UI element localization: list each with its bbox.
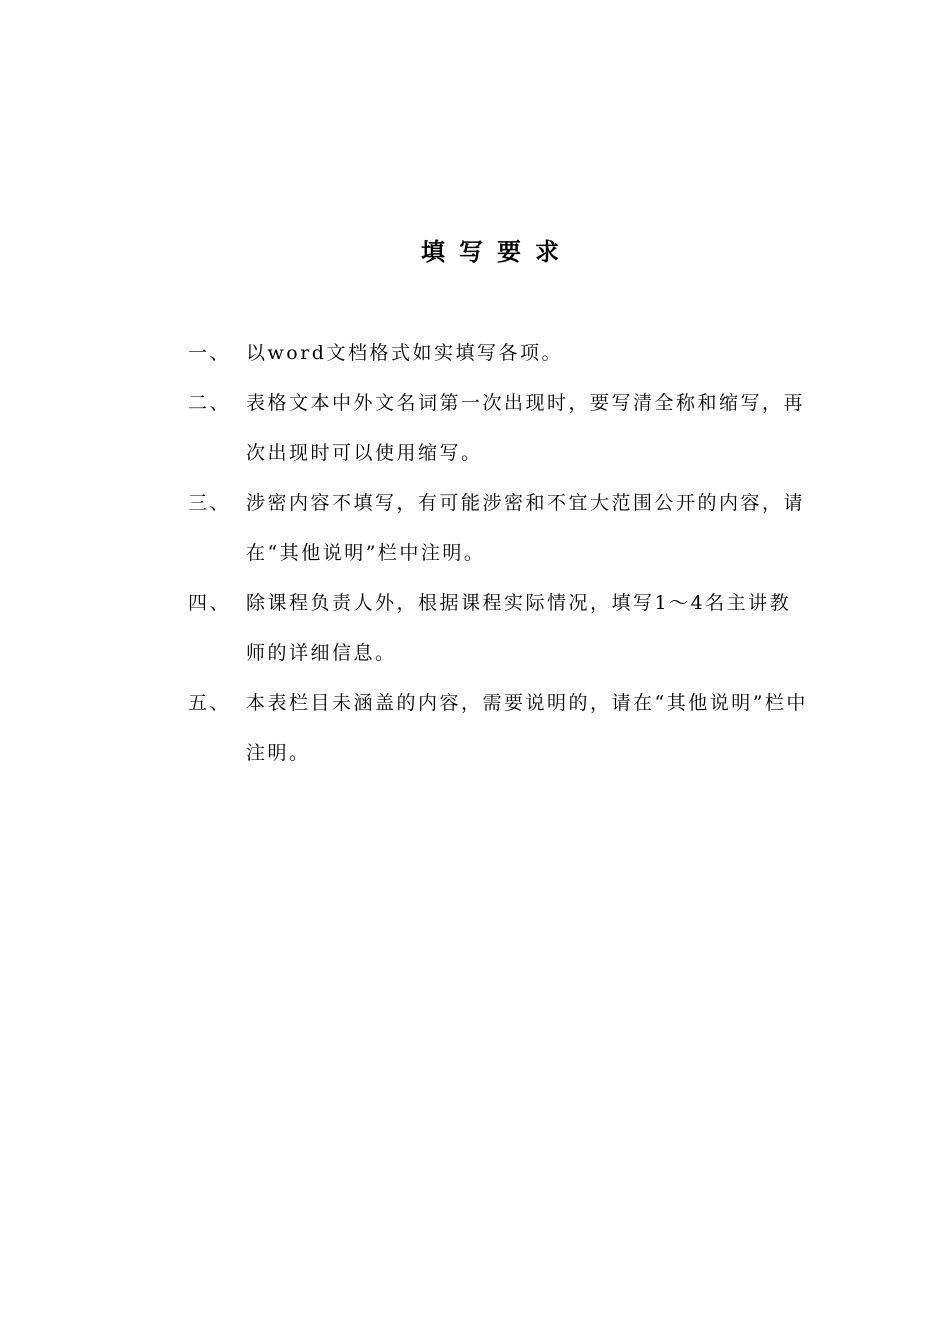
item-number: 一、 <box>188 342 232 364</box>
item-text: 除课程负责人外，根据课程实际情况，填写1～4名主讲教师的详细信息。 <box>246 592 792 664</box>
item-text: 本表栏目未涵盖的内容，需要说明的，请在“其他说明”栏中注明。 <box>246 692 808 764</box>
list-item <box>188 378 808 478</box>
item-number: 四、 <box>188 592 232 614</box>
requirements-list <box>188 328 808 778</box>
item-text: 以word文档格式如实填写各项。 <box>246 342 563 364</box>
list-item <box>188 678 808 778</box>
list-item <box>188 478 808 578</box>
page-title: 填写要求 <box>421 237 573 266</box>
list-item <box>188 328 808 378</box>
item-number: 二、 <box>188 392 232 414</box>
item-text: 表格文本中外文名词第一次出现时，要写清全称和缩写，再次出现时可以使用缩写。 <box>246 392 806 464</box>
item-text: 涉密内容不填写，有可能涉密和不宜大范围公开的内容，请在“其他说明”栏中注明。 <box>246 492 806 564</box>
list-item <box>188 578 808 678</box>
item-number: 五、 <box>188 692 232 714</box>
item-number: 三、 <box>188 492 232 514</box>
